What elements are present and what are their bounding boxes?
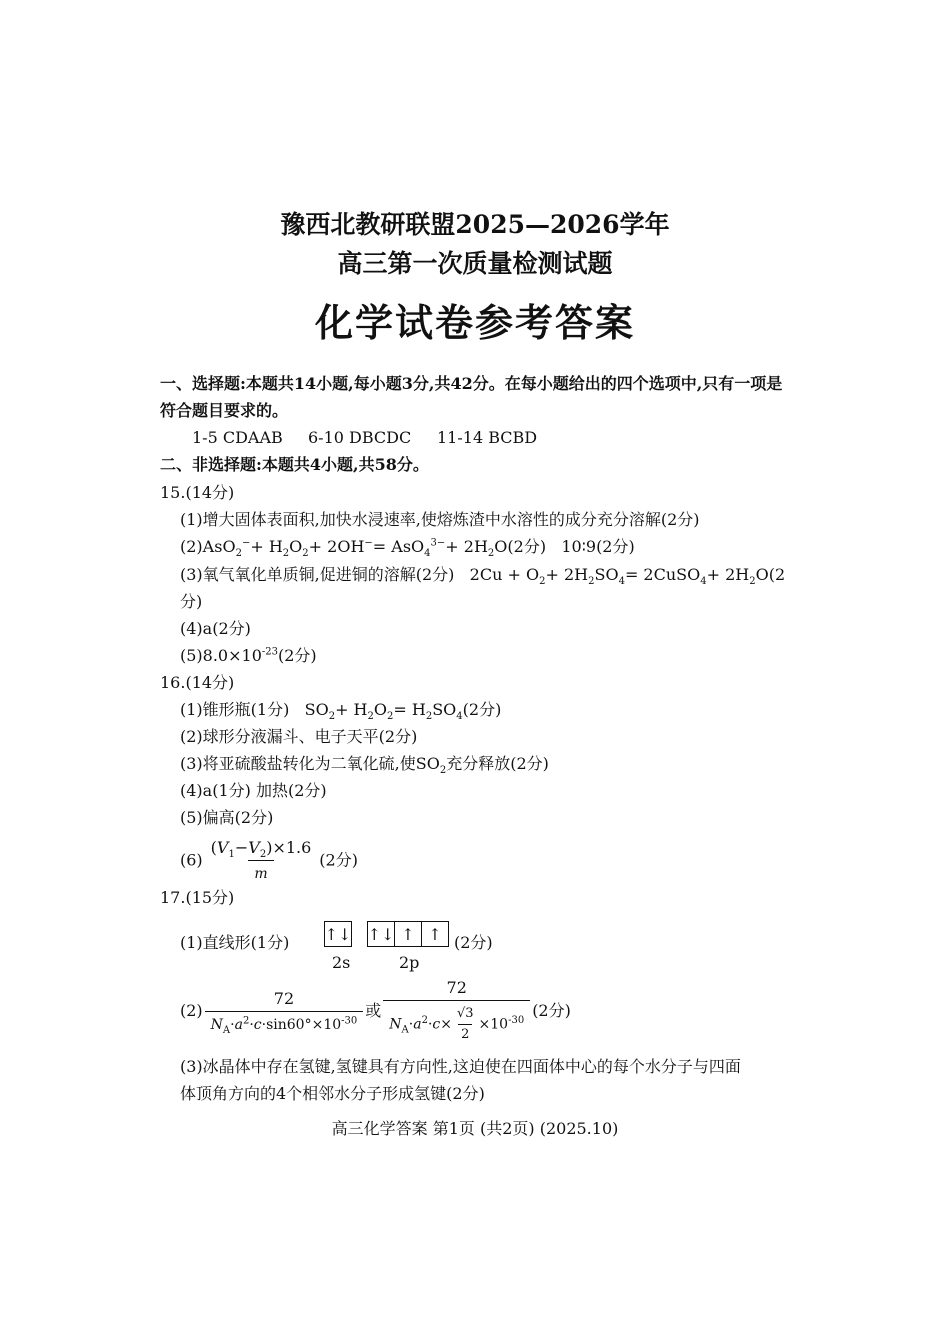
q17-answer-1-score: (2分) [454,933,493,952]
q17-label: 17.(15分) [160,888,235,907]
section1-heading-a: 一、选择题:本题共14小题,每小题3分,共42分。在每小题给出的四个选项中,只有一项是 [160,374,783,393]
q15-answer-5: $(5)8.0\times 10^{-23}(2$分) [180,646,317,665]
q16-answer-2: (2)球形分液漏斗、电子天平(2分) [180,727,418,746]
section2-heading: 二、非选择题:本题共4小题,共58分。 [160,455,429,474]
orbital-2p: ↑↓ ↑ ↑ [367,921,449,947]
q15-label: 15.(14分) [160,483,235,502]
q16-answer-6: (6) $\frac{(V_1-V_2)\times 1.6}{m}$ (2分) [180,838,358,882]
orbital-2p-label: 2p [399,953,420,972]
q16-answer-4: (4)a(1分) 加热(2分) [180,781,327,800]
orbital-2s-label: 2s [332,953,351,972]
q15-answer-3-cont: 分) [180,592,203,611]
page-footer: 高三化学答案 第1页 (共2页) (2025.10) [331,1119,619,1138]
exam-name-title: 高三第一次质量检测试题 [337,249,613,278]
q17-answer-3-line1: (3)冰晶体中存在氢键,氢键具有方向性,这迫使在四面体中心的每个水分子与四面 [180,1057,741,1076]
q15-answer-1: (1)增大固体表面积,加快水浸速率,使熔炼渣中水溶性的成分充分溶解(2分) [180,510,700,529]
q17-answer-1-text: (1)直线形(1分) [180,933,290,952]
q15-answer-4: (4)a(2分) [180,619,251,638]
q17-answer-2: (2) $\frac{72}{N_A\cdot a^2\cdot c\cdot\sin 60^\circ\times 10^{-30}}$ 或 72 $N_A\cdot a^2\cdot c\times$ $\frac{√3}{2}$ $\times 10^{-30}$ (2分) [180,978,571,1045]
q15-answer-3: (3)氧气氧化单质铜,促进铜的溶解(2分) $2Cu + O_2+ 2H_2SO_4=$ 2CuSO$_4$+ $2H_2O(2$ [180,565,786,588]
q16-label: 16.(14分) [160,673,235,692]
answers-11-14: 11-14 BCBD [437,428,538,447]
answers-6-10: 6-10 DBCDC [308,428,412,447]
q17-answer-3-line2: 体顶角方向的4个相邻水分子形成氢键(2分) [180,1084,485,1103]
q15-answer-2: $(2)AsO_2^-+ H_2O_2+ 2OH^-= AsO_4^{3-}+ 2H_2O(2$分) 10∶9(2分) [180,537,635,560]
q16-answer-5: (5)偏高(2分) [180,808,274,827]
q16-answer-1: (1)锥形瓶(1分) $SO_2+ H_2O_2= H_2SO_4(2$分) [180,700,502,723]
orbital-2s: ↑↓ [324,921,352,947]
section1-heading-b: 符合题目要求的。 [160,401,289,420]
page-title: 化学试卷参考答案 [314,300,635,345]
exam-org-title: 豫西北教研联盟2025—2026学年 [280,210,670,239]
q16-answer-3: (3)将亚硫酸盐转化为二氧化硫,使$SO_2$充分释放(2分) [180,754,549,777]
answers-1-5: 1-5 CDAAB [192,428,283,447]
